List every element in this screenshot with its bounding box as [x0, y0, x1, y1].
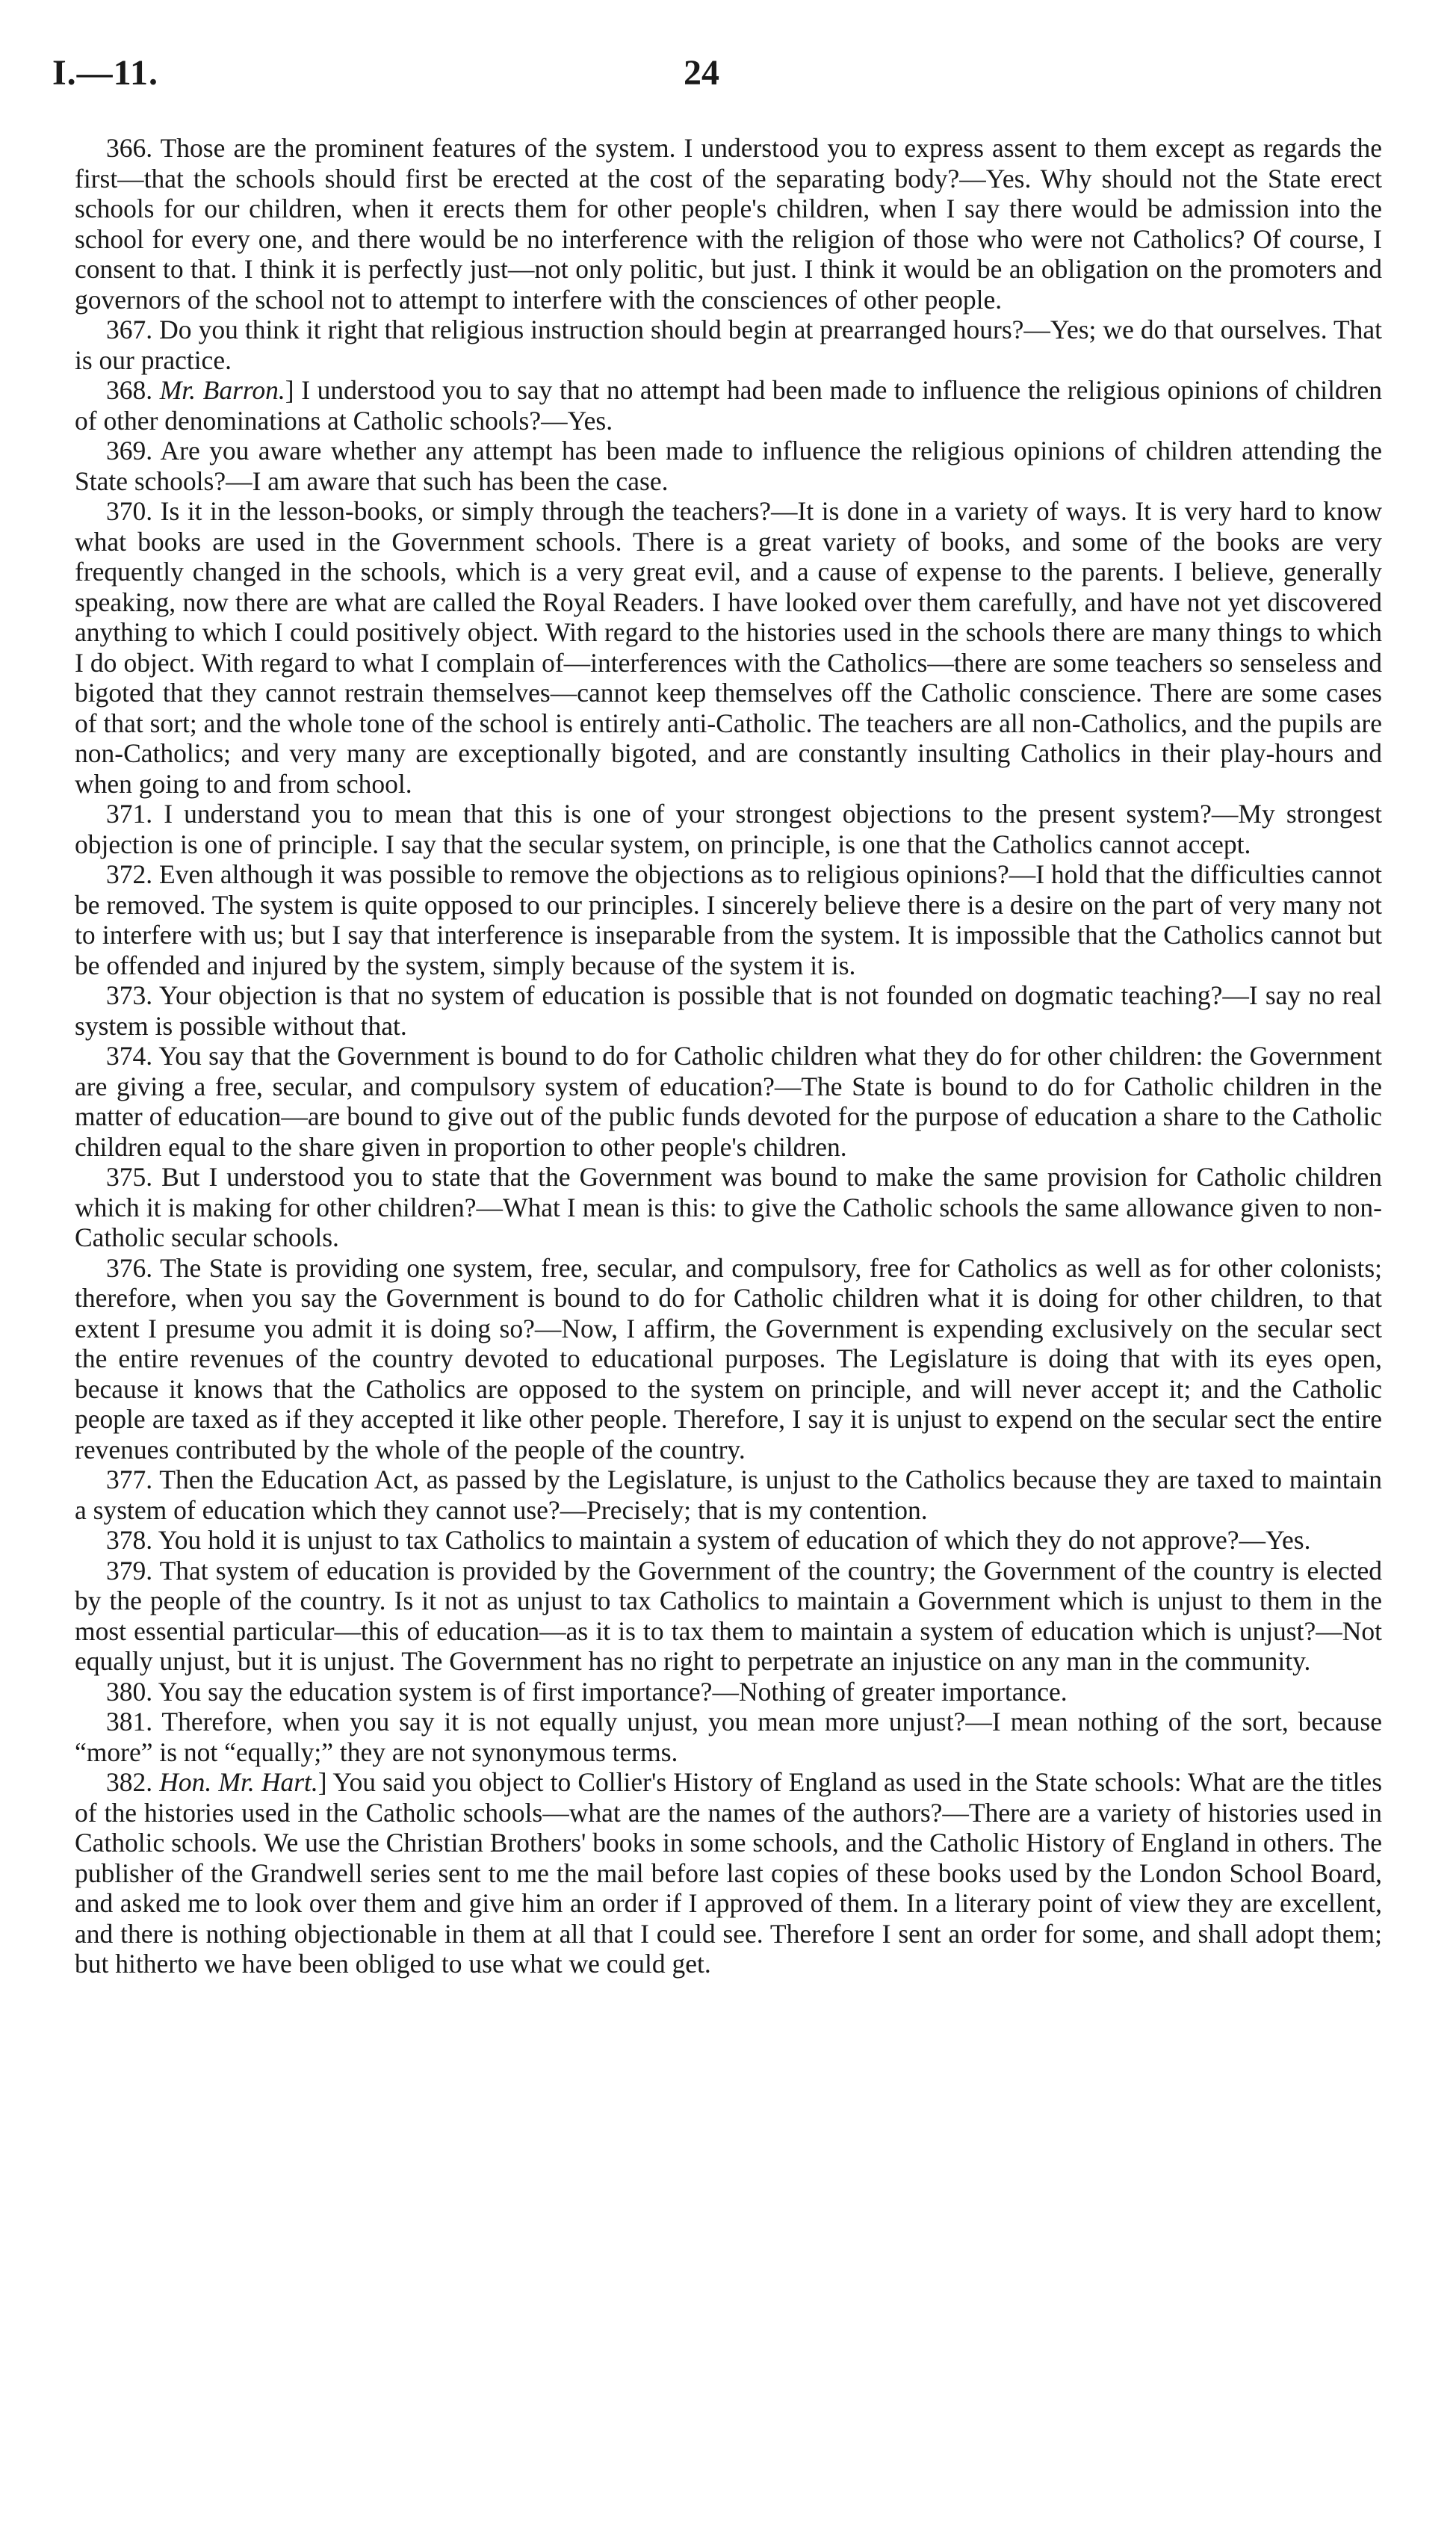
question-text: You say that the Government is bound to do for Catholic children what they do for other children: the Government are giving a free, secular, and compulsory system of education?—The State is bound to do for Catholic children in the matter of education—are bound to give out of the public funds devoted for the purpose of education a share to the Catholic children equal to the share given in proportion to other people's children.	[75, 1041, 1383, 1162]
question-text: That system of education is provided by the Government of the country; the Government of the country is elected by the people of the country. Is it not as unjust to tax Catholics to maintain a Government which is unjust to them in the most essential particular—this of education—as it is to tax them to maintain a system of education which is unjust?—Not equally unjust, but it is unjust. The Government has no right to perpetrate an injustice on any man in the community.	[75, 1555, 1382, 1676]
page-number: 24	[684, 53, 719, 93]
paragraph-376	[75, 1253, 1382, 1465]
question-number: 379.	[106, 1555, 153, 1586]
question-text: Those are the prominent features of the system. I understood you to express assent to them except as regards the first—that the schools should first be erected at the cost of the separating body?—Yes. Why should not the State erect schools for our children, when it erects them for other people's children, when I say there would be admission into the school for every one, and there would be no interference with the religion of those who were not Catholics? Of course, I consent to that. I think it is perfectly just—not only politic, but just. I think it would be an obligation on the promoters and governors of the school not to attempt to interfere with the consciences of other people.	[75, 133, 1382, 315]
paragraph-368	[75, 375, 1382, 436]
paragraph-375	[75, 1162, 1382, 1253]
evidence-text	[75, 133, 1382, 1979]
question-number: 372.	[106, 859, 153, 889]
question-text: Even although it was possible to remove the objections as to religious opinions?—I hold that the difficulties cannot be removed. The system is quite opposed to our principles. I sincerely believe there is a desire on the part of very many not to interfere with us; but I say that interference is inseparable from the system. It is impossible that the Catholics cannot but be offended and injured by the system, simply because of the system it is.	[75, 859, 1382, 980]
question-text: You say the education system is of first importance?—Nothing of greater importance.	[158, 1676, 1068, 1707]
paragraph-373	[75, 980, 1382, 1041]
question-number: 371.	[106, 799, 153, 829]
question-text: Do you think it right that religious instruction should begin at prearranged hours?—Yes; we do that ourselves. That is our practice.	[75, 315, 1383, 375]
speaker-name: Hon. Mr. Hart.	[159, 1767, 318, 1797]
question-number: 373.	[106, 980, 153, 1010]
question-number: 380.	[106, 1676, 153, 1707]
question-number: 368.	[106, 375, 153, 405]
question-text: Your objection is that no system of education is possible that is not founded on dogmatic teaching?—I say no real system is possible without that.	[75, 980, 1382, 1041]
paragraph-369	[75, 436, 1382, 496]
question-text: Is it in the lesson-books, or simply through the teachers?—It is done in a variety of ways. It is very hard to know what books are used in the Government schools. There is a great variety of books, and some of the books are very frequently changed in the schools, which is a very great evil, and a cause of expense to the parents. I believe, generally speaking, now there are what are called the Royal Readers. I have looked over them carefully, and have not yet discovered anything to which I could positively object. With regard to the histories used in the schools there are many things to which I do object. With regard to what I complain of—interferences with the Catholics—there are some teachers so senseless and bigoted that they cannot restrain themselves—cannot keep themselves off the Catholic conscience. There are some cases of that sort; and the whole tone of the school is entirely anti-Catholic. The teachers are all non-Catholics, and the pupils are non-Catholics; and very many are exceptionally bigoted, and are constantly insulting Catholics in their play-hours and when going to and from school.	[75, 496, 1383, 799]
speaker-name: Mr. Barron.	[159, 375, 285, 405]
paragraph-370	[75, 496, 1382, 799]
paragraph-372	[75, 859, 1382, 980]
question-text: I understand you to mean that this is one of your strongest objections to the present system?—My strongest objection is one of principle. I say that the secular system, on principle, is one that the Catholics cannot accept.	[75, 799, 1383, 859]
paragraph-380	[75, 1677, 1382, 1707]
question-number: 376.	[106, 1252, 153, 1283]
paragraph-366	[75, 133, 1382, 315]
paragraph-374	[75, 1041, 1382, 1162]
question-number: 374.	[106, 1041, 153, 1071]
paragraph-371	[75, 799, 1382, 859]
question-number: 369.	[106, 436, 153, 466]
question-text: Are you aware whether any attempt has been made to influence the religious opinions of children attending the State schools?—I am aware that such has been the case.	[75, 436, 1382, 496]
question-text: Therefore, when you say it is not equally unjust, you mean more unjust?—I mean nothing of the sort, because “more” is not “equally;” they are not synonymous terms.	[75, 1707, 1382, 1767]
question-number: 370.	[106, 496, 153, 526]
paragraph-377	[75, 1465, 1382, 1525]
question-text: But I understood you to state that the Government was bound to make the same provision for Catholic children which it is making for other children?—What I mean is this: to give the Catholic schools the same allowance given to non-Catholic secular schools.	[75, 1162, 1382, 1252]
question-text: You said you object to Collier's History of England as used in the State schools: What are the titles of the histories used in the Catholic schools—what are the names of the authors?—There are a variety of histories used in Catholic schools. We use the Christian Brothers' books in some schools, and the Catholic History of England in others. The publisher of the Grandwell series sent to me the mail before last copies of these books used by the London School Board, and asked me to look over them and give him an order if I approved of them. In a literary point of view they are excellent, and there is nothing objectionable in them at all that I could see. Therefore I sent an order for some, and shall adopt them; but hitherto we have been obliged to use what we could get.	[75, 1767, 1383, 1979]
paragraph-367	[75, 315, 1382, 375]
question-text: The State is providing one system, free, secular, and compulsory, free for Catholics as well as for other colonists; therefore, when you say the Government is bound to do for Catholic children what it is doing for other children, to that extent I presume you admit it is doing so?—Now, I affirm, the Government is expending exclusively on the secular sect the entire revenues of the country devoted to educational purposes. The Legislature is doing that with its eyes open, because it knows that the Catholics are opposed to the system on principle, and will never accept it; and the Catholic people are taxed as if they accepted it like other people. Therefore, I say it is unjust to expend on the secular sect the entire revenues contributed by the whole of the people of the country.	[75, 1252, 1383, 1465]
speaker-bracket: ]	[285, 375, 294, 405]
speaker-bracket: ]	[317, 1767, 327, 1797]
question-number: 366.	[106, 133, 153, 163]
question-number: 382.	[106, 1767, 153, 1797]
question-number: 367.	[106, 315, 153, 344]
question-number: 375.	[106, 1162, 153, 1192]
question-number: 378.	[106, 1525, 153, 1555]
paragraph-378	[75, 1525, 1382, 1556]
question-text: Then the Education Act, as passed by the Legislature, is unjust to the Catholics because they are taxed to maintain a system of education which they cannot use?—Precisely; that is my contention.	[75, 1465, 1382, 1525]
question-text: You hold it is unjust to tax Catholics to maintain a system of education of which they do not approve?—Yes.	[158, 1525, 1311, 1555]
document-reference: I.—11.	[52, 53, 159, 93]
question-number: 377.	[106, 1465, 153, 1494]
paragraph-382	[75, 1767, 1382, 1979]
question-text: I understood you to say that no attempt had been made to influence the religious opinions of children of other denominations at Catholic schools?—Yes.	[75, 375, 1383, 436]
paragraph-381	[75, 1707, 1382, 1767]
question-number: 381.	[106, 1707, 153, 1736]
paragraph-379	[75, 1556, 1382, 1677]
page-header	[52, 52, 1397, 105]
